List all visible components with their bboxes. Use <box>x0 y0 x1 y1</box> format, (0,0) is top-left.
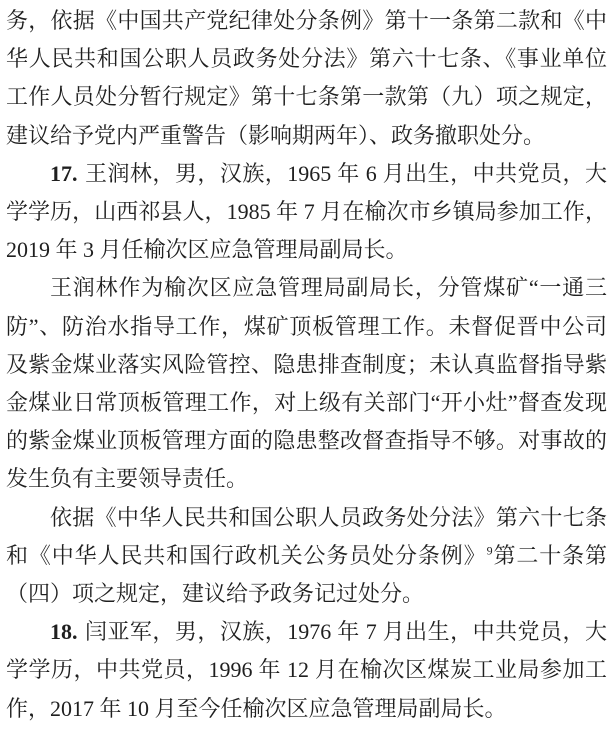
item-17-penalty-text-before: 依据《中华人民共和国公职人员政务处分法》第六十七条和《中华人民共和国行政机关公务员处分条例》 <box>6 504 607 568</box>
item-17-bio-text: 王润林，男，汉族，1965 年 6 月出生，中共党员，大学学历，山西祁县人，1985 年 7 月在榆次市乡镇局参加工作，2019 年 3 月任榆次区应急管理局副局长。 <box>6 160 607 263</box>
item-17-penalty-text-after: 第二十条第（四）项之规定，建议给予政务记过处分。 <box>6 542 607 607</box>
item-18-bio-text: 闫亚军，男，汉族，1976 年 7 月出生，中共党员，大学学历，中共党员，1996 年 12 月在榆次区煤炭工业局参加工作，2017 年 10 月至今任榆次区应急管理局副局长。 <box>6 619 607 721</box>
item-number-17: 17. <box>50 160 78 186</box>
paragraph-continuation-penalty: 务，依据《中国共产党纪律处分条例》第十一条第二款和《中华人民共和国公职人员政务处分法》第六十七条、《事业单位工作人员处分暂行规定》第十七条第一款第（九）项之规定，建议给予党内严重警告（影响期两年）、政务撤职处分。 <box>6 8 607 148</box>
paragraph-item-17-bio <box>6 155 607 270</box>
footnote-ref-9: 9 <box>486 543 493 558</box>
item-number-18: 18. <box>50 619 78 645</box>
paragraph-item-18-bio <box>6 613 607 728</box>
paragraph-item-17-penalty <box>6 499 607 614</box>
paragraph-item-17-responsibility: 王润林作为榆次区应急管理局副局长，分管煤矿“一通三防”、防治水指导工作，煤矿顶板管理工作。未督促晋中公司及紫金煤业落实风险管控、隐患排查制度；未认真监督指导紫金煤业日常顶板管理工作，对上级有关部门“开小灶”督查发现的紫金煤业顶板管理方面的隐患整改督查指导不够。对事故的发生负有主要领导责任。 <box>6 275 607 492</box>
